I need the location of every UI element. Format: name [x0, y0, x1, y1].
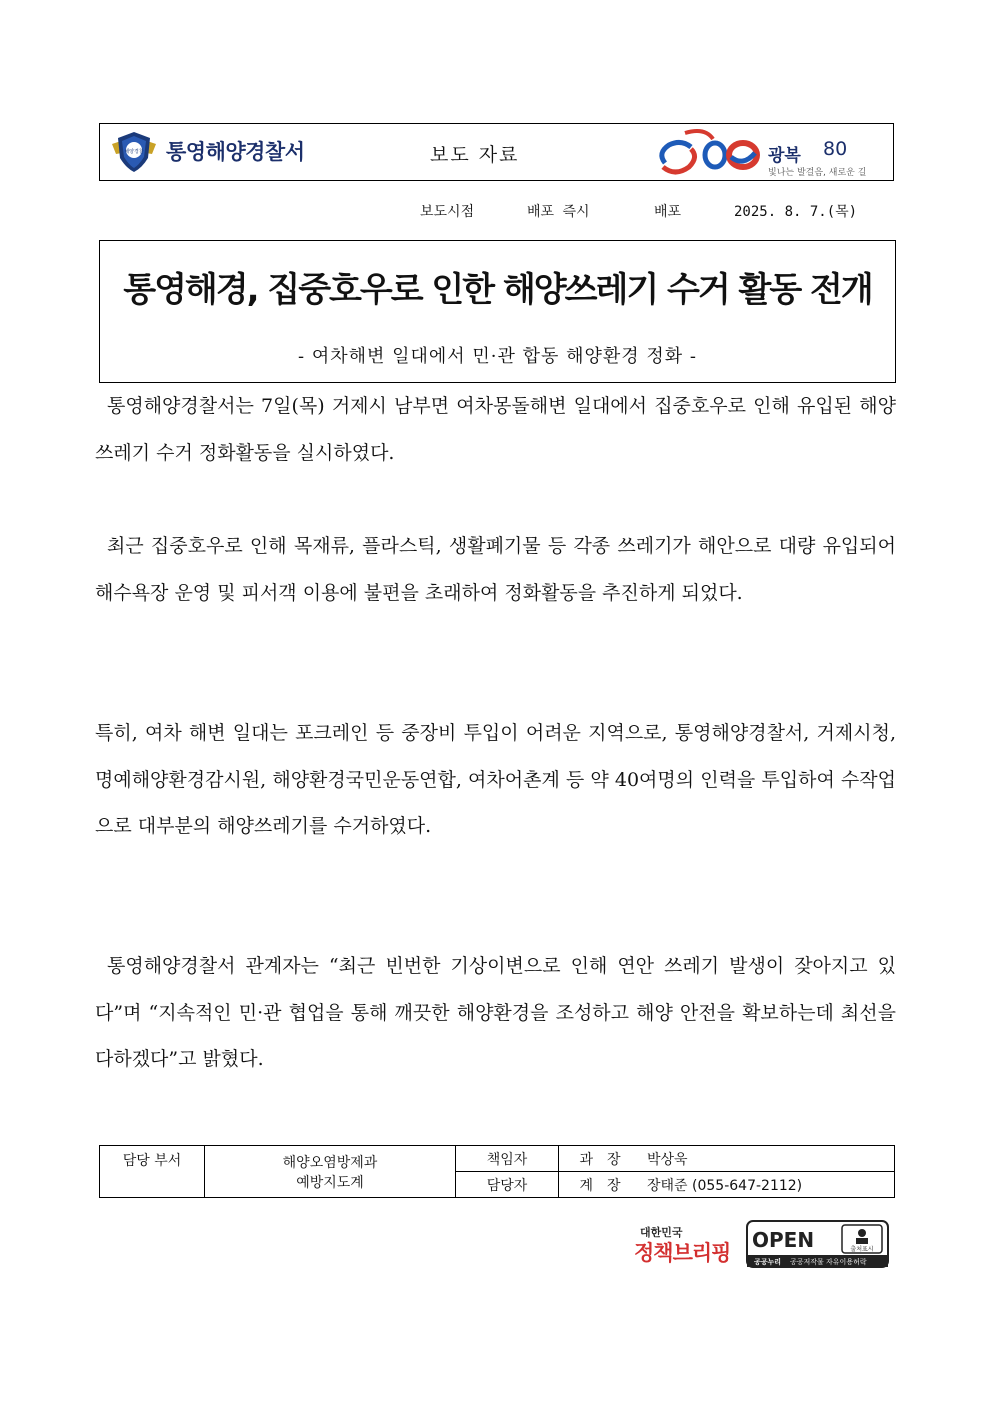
body-paragraph-2: 최근 집중호우로 인해 목재류, 플라스틱, 생활폐기물 등 각종 쓰레기가 해안으로 대량 유입되어 해수욕장 운영 및 피서객 이용에 불편을 초래하여 정화활동을 추진하게 되었다.: [95, 535, 896, 604]
staff-title: 계 장: [559, 1172, 642, 1198]
emblem-text: 해양경찰: [124, 149, 144, 155]
anniversary-slogan: 빛나는 발걸음, 새로운 길: [768, 168, 867, 178]
body-paragraph-1: 통영해양경찰서는 7일(목) 거제시 남부면 여차몽돌해변 일대에서 집중호우로 인해 유입된 해양쓰레기 수거 정화활동을 실시하였다.: [95, 395, 896, 464]
staff-label: 담당자: [456, 1172, 559, 1198]
body-paragraph-3: 특히, 여차 해변 일대는 포크레인 등 중장비 투입이 어려운 지역으로, 통영해양경찰서, 거제시청, 명예해양환경감시원, 해양환경국민운동연합, 여차어촌계 등 약 40여명의 인력을 투입하여 수작업으로 대부분의 해양쓰레기를 수거하였다.: [95, 722, 896, 837]
distribution-label: 배포: [654, 204, 682, 220]
staff-name: 장태준 (055-647-2112): [641, 1172, 895, 1198]
policy-logo-main: 정책브리핑: [634, 1241, 731, 1265]
policy-logo-top: 대한민국: [640, 1226, 683, 1239]
contact-table: [99, 1145, 895, 1198]
dept-name: 해양오염방제과: [282, 1154, 378, 1171]
release-date: 2025. 8. 7.(목): [734, 204, 858, 220]
responsible-title: 과 장: [559, 1146, 642, 1172]
open-label: OPEN: [752, 1228, 815, 1252]
dept-label: 담당 부서: [122, 1153, 182, 1169]
anniversary-label: 광복: [768, 146, 801, 166]
dept-name-cell: [205, 1146, 456, 1198]
main-title: 통영해경, 집중호우로 인한 해양쓰레기 수거 활동 전개: [123, 270, 872, 310]
liberation-80-logo-icon: [655, 127, 780, 179]
release-time-value: 배포 즉시: [527, 204, 590, 220]
dept-label-cell: [100, 1146, 205, 1198]
body-paragraph-4: 통영해양경찰서 관계자는 “최근 빈번한 기상이변으로 인해 연안 쓰레기 발생이 잦아지고 있다”며 “지속적인 민·관 협업을 통해 깨끗한 해양환경을 조성하고 해양 안전을 확보하는데 최선을 다하겠다”고 밝혔다.: [95, 955, 896, 1070]
release-time-label: 보도시점: [420, 204, 475, 220]
subtitle: - 여차해변 일대에서 민·관 합동 해양환경 정화 -: [298, 346, 697, 367]
open-badge: 출처표시: [850, 1246, 874, 1253]
team-name: 예방지도계: [296, 1174, 364, 1191]
open-desc: 공공저작물 자유이용허락: [790, 1258, 867, 1266]
responsible-name: 박상욱: [641, 1146, 895, 1172]
responsible-label: 책임자: [456, 1146, 559, 1172]
org-name: 통영해양경찰서: [166, 140, 305, 164]
kogl-open-license-icon: [746, 1220, 889, 1268]
open-sub: 공공누리: [754, 1258, 782, 1266]
policy-briefing-logo-icon: [630, 1222, 738, 1270]
coast-guard-emblem-icon: [110, 130, 158, 174]
doc-type-label: 보도 자료: [430, 144, 520, 166]
anniversary-number: 80: [823, 138, 848, 160]
